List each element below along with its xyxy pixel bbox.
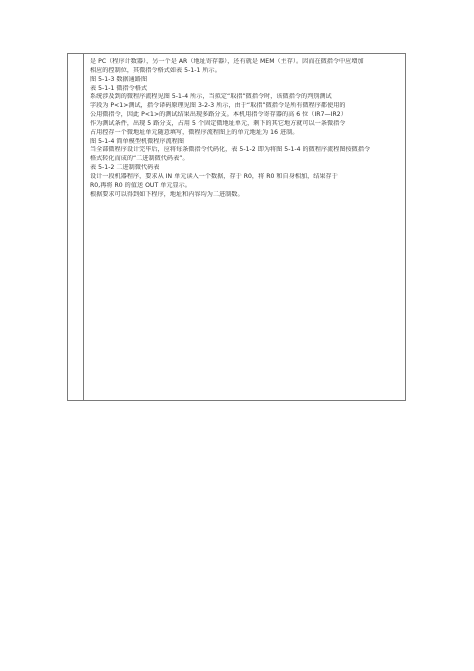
paragraph-line: 是 PC（程序计数器），另一个是 AR（地址寄存器），还有就是 MEM（主存）。因而在微指令中应增加: [90, 58, 364, 65]
paragraph-line: 占用控存一个微地址单元随意填写，微程序流程图上的单元地址为 16 进制。: [90, 128, 299, 136]
paragraph-line: 作为测试条件，出现 5 路分支，占用 5 个固定微地址单元，剩下的其它地方就可以一条微指令: [90, 119, 346, 127]
table-content-cell: [90, 58, 402, 200]
table-caption: 表 5-1-2 二进制微代码表: [90, 164, 160, 172]
paragraph-line: 根据要求可以得到如下程序，地址和内容均为二进制数。: [90, 190, 244, 198]
table-caption: 表 5-1-1 微指令格式: [90, 84, 148, 92]
figure-caption: 图 5-1-3 数据通路图: [90, 75, 148, 83]
paragraph-line: 系统涉及到的微程序流程见图 5-1-4 所示，当拟定“取指”微指令时，该微指令的判别测试: [90, 93, 332, 101]
figure-caption: 图 5-1-4 简单模型机微程序流程图: [90, 137, 184, 145]
paragraph-line: 字段为 P<1>测试，指令译码原理见图 3-2-3 所示，由于“取指”微指令是所有微程序都使用的: [90, 102, 346, 110]
content-table: [67, 53, 406, 401]
paragraph-line: 设计一段机器程序，要求从 IN 单元读入一个数据，存于 R0，将 R0 和自身相加，结果存于: [90, 172, 338, 180]
paragraph-line: 格式转化而成的“二进制微代码表”。: [90, 155, 189, 163]
paragraph-line: 公用微指令，因此 P<1>的测试结果出现多路分支。本机用指令寄存器的高 6 位（IR7—IR2）: [90, 111, 347, 119]
paragraph-line: 当全部微程序设计完毕后，应将每条微指令代码化，表 5-1-2 即为将图 5-1-4 的微程序流程图按微指令: [90, 146, 371, 154]
paragraph-line: R0,再将 R0 的值送 OUT 单元显示。: [90, 181, 191, 189]
paragraph-line: 相应的控制位，其微指令格式如表 5-1-1 所示。: [90, 66, 221, 74]
table-left-column: [68, 54, 84, 400]
